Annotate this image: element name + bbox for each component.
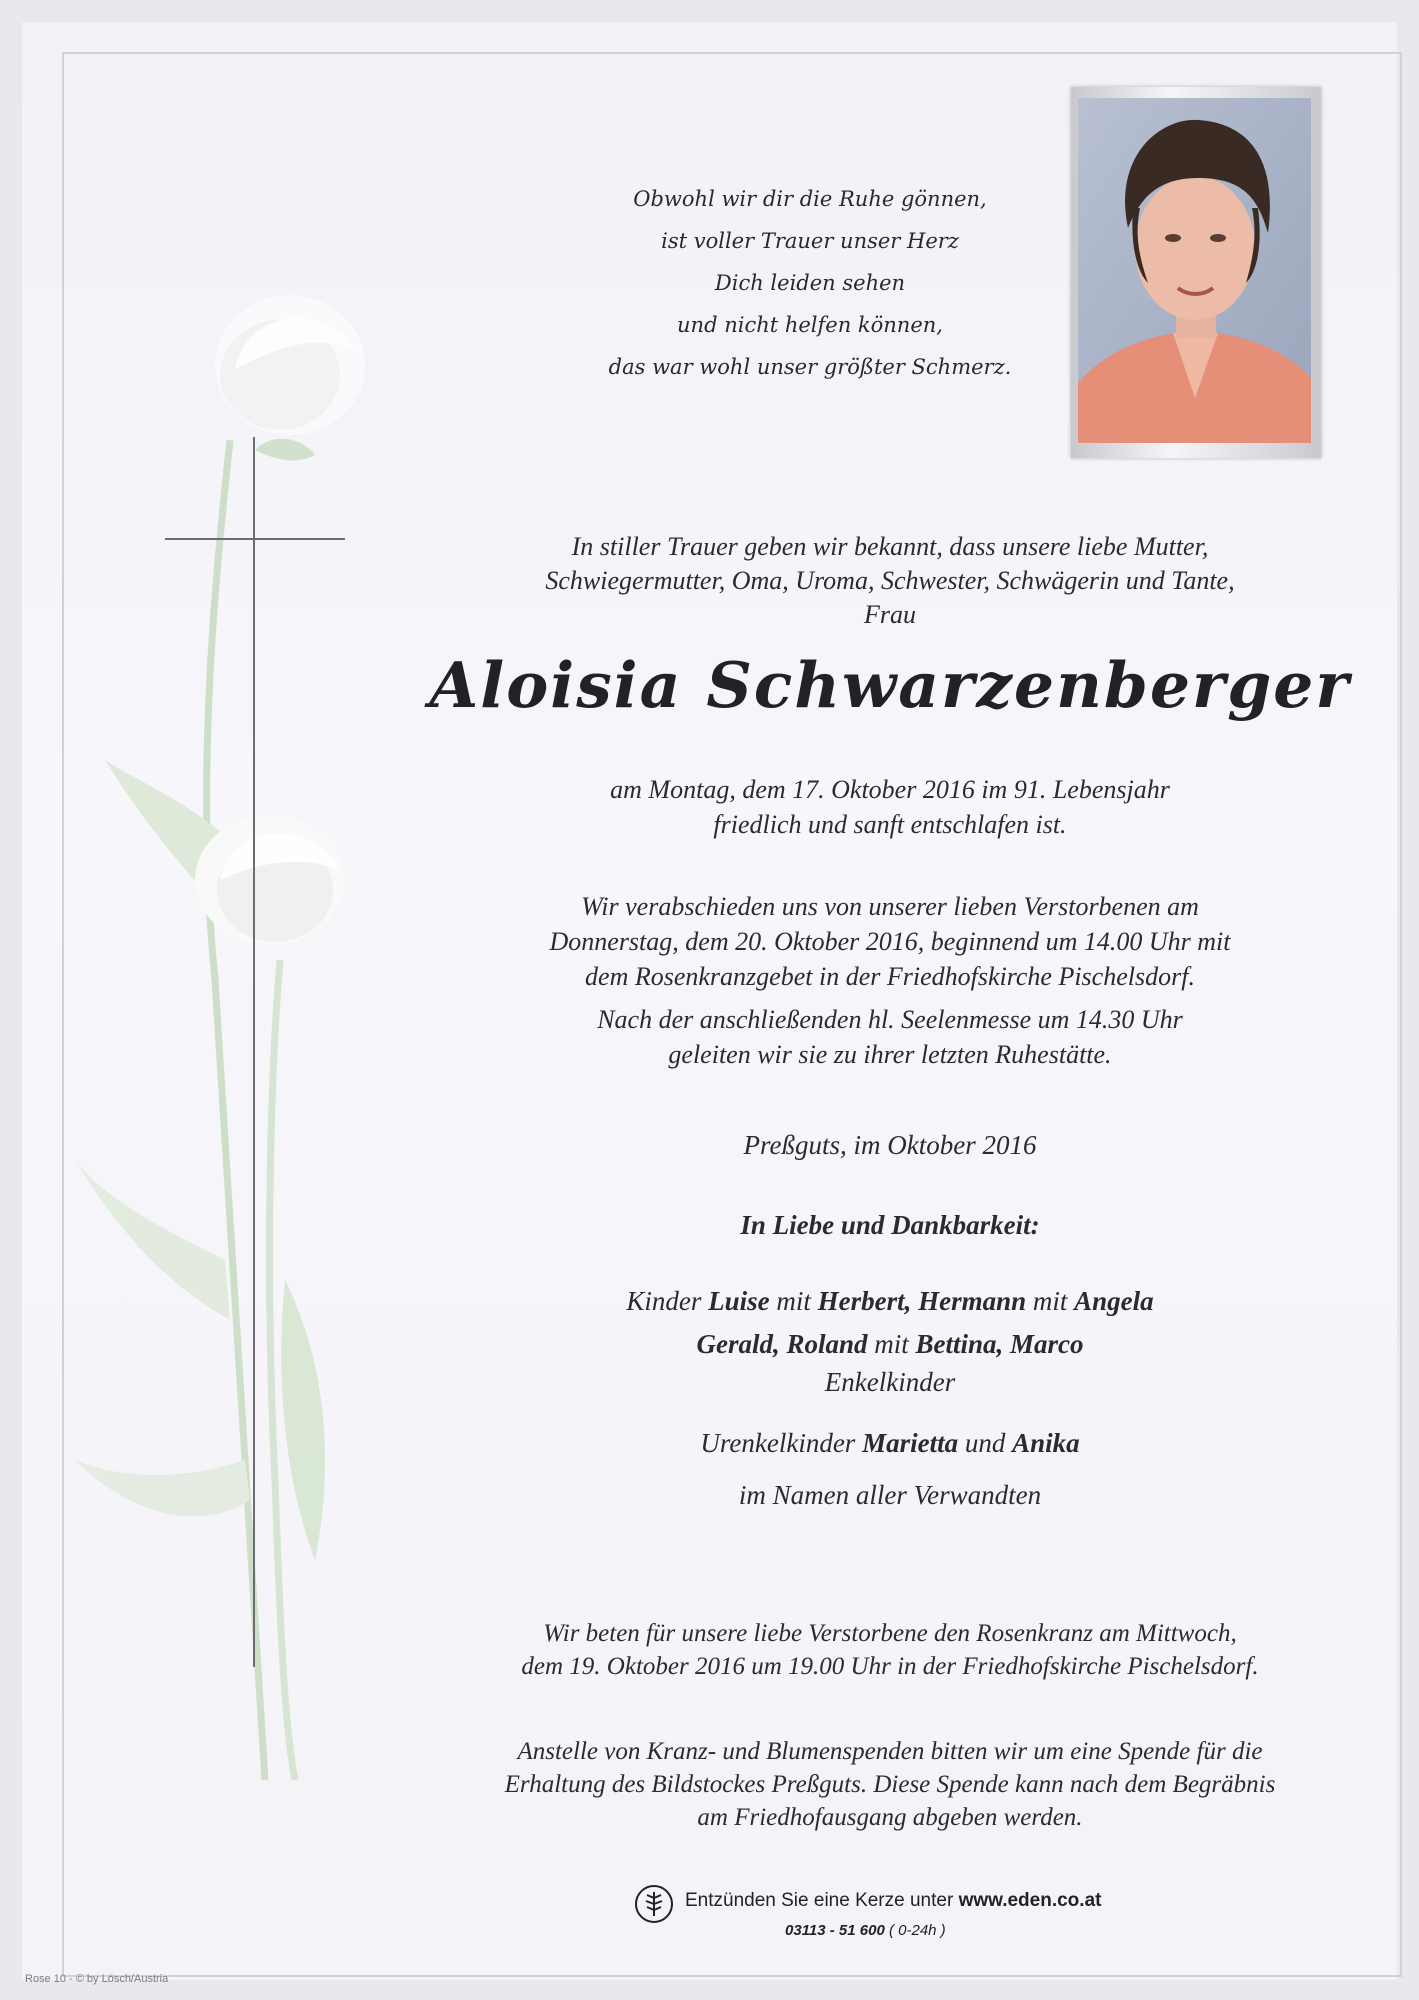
candle-link-text	[685, 1890, 1101, 1912]
image-credit: Rose 10 - © by Lösch/Austria	[25, 1973, 169, 1985]
family-text: mit	[867, 1329, 916, 1359]
eden-url-link[interactable]: www.eden.co.at	[958, 1890, 1102, 1911]
family-line-great-grandchildren	[400, 1417, 1380, 1469]
portrait-photo	[1078, 98, 1311, 443]
candle-text: Entzünden Sie eine Kerze unter	[685, 1890, 959, 1911]
poem-line: das war wohl unser größter Schmerz.	[608, 355, 1012, 379]
rosary-notice	[400, 1617, 1380, 1683]
family-name: Herbert, Hermann	[817, 1286, 1027, 1316]
service-line: Nach der anschließenden hl. Seelenmesse um 14.30 Uhr	[597, 1005, 1183, 1034]
candle-phone	[785, 1922, 946, 1939]
service-line: Wir verabschieden uns von unserer lieben Verstorbenen am	[581, 892, 1199, 921]
death-notice	[400, 772, 1380, 842]
rosary-line: Wir beten für unsere liebe Verstorbene den Rosenkranz am Mittwoch,	[543, 1620, 1237, 1647]
announcement-intro	[400, 530, 1380, 632]
poem-line: ist voller Trauer unser Herz	[661, 229, 959, 253]
family-name: Angela	[1074, 1286, 1154, 1316]
portrait-frame	[1071, 87, 1321, 458]
intro-line: Schwiegermutter, Oma, Uroma, Schwester, Schwägerin und Tante,	[545, 566, 1235, 595]
intro-line: In stiller Trauer geben wir bekannt, dass unsere liebe Mutter,	[571, 532, 1209, 561]
service-line: Donnerstag, dem 20. Oktober 2016, beginnend um 14.00 Uhr mit	[549, 927, 1231, 956]
poem-line: und nicht helfen können,	[677, 313, 943, 337]
phone-number: 03113 - 51 600	[785, 1922, 885, 1939]
family-text: Kinder	[626, 1286, 709, 1316]
death-line: friedlich und sanft entschlafen ist.	[713, 810, 1067, 839]
donation-notice	[400, 1735, 1380, 1834]
service-line: dem Rosenkranzgebet in der Friedhofskirche Pischelsdorf.	[585, 962, 1195, 991]
mourners-list	[400, 1275, 1380, 1521]
white-roses-illustration	[45, 280, 425, 1780]
poem-line: Obwohl wir dir die Ruhe gönnen,	[633, 187, 987, 211]
funeral-service-info	[400, 889, 1380, 1072]
phone-hours: ( 0-24h )	[888, 1922, 946, 1939]
family-name: Bettina, Marco	[915, 1329, 1084, 1359]
family-text: und	[958, 1428, 1013, 1458]
rosary-line: dem 19. Oktober 2016 um 19.00 Uhr in der Friedhofskirche Pischelsdorf.	[521, 1653, 1259, 1680]
poem-line: Dich leiden sehen	[714, 271, 906, 295]
intro-line: Frau	[864, 600, 916, 629]
family-name: Gerald, Roland	[696, 1329, 868, 1359]
memorial-poem	[580, 178, 1040, 388]
family-line-grandchildren	[400, 1327, 1380, 1365]
family-name: Anika	[1012, 1428, 1080, 1458]
cross-vertical-bar	[253, 437, 255, 1667]
eden-leaf-logo-icon	[634, 1884, 674, 1924]
family-name: Luise	[708, 1286, 770, 1316]
death-line: am Montag, dem 17. Oktober 2016 im 91. Lebensjahr	[610, 775, 1170, 804]
donation-line: am Friedhofausgang abgeben werden.	[697, 1804, 1083, 1831]
family-line-relatives: im Namen aller Verwandten	[738, 1480, 1042, 1510]
family-line-children	[400, 1275, 1380, 1327]
donation-line: Erhaltung des Bildstockes Preßguts. Diese Spende kann nach dem Begräbnis	[504, 1771, 1276, 1798]
cross-horizontal-bar	[165, 538, 345, 540]
service-line: geleiten wir sie zu ihrer letzten Ruhestätte.	[668, 1040, 1112, 1069]
family-text: mit	[1026, 1286, 1075, 1316]
family-name: Marietta	[862, 1428, 959, 1458]
family-text: Urenkelkinder	[700, 1428, 863, 1458]
thanks-heading: In Liebe und Dankbarkeit:	[740, 1210, 1040, 1240]
family-line-grandchildren-label: Enkelkinder	[824, 1367, 956, 1397]
candle-footer	[630, 1880, 1130, 1950]
deceased-name: Aloisia Schwarzenberger	[429, 648, 1351, 722]
place-and-date: Preßguts, im Oktober 2016	[743, 1130, 1037, 1160]
donation-line: Anstelle von Kranz- und Blumenspenden bitten wir um eine Spende für die	[517, 1738, 1263, 1765]
family-text: mit	[769, 1286, 818, 1316]
